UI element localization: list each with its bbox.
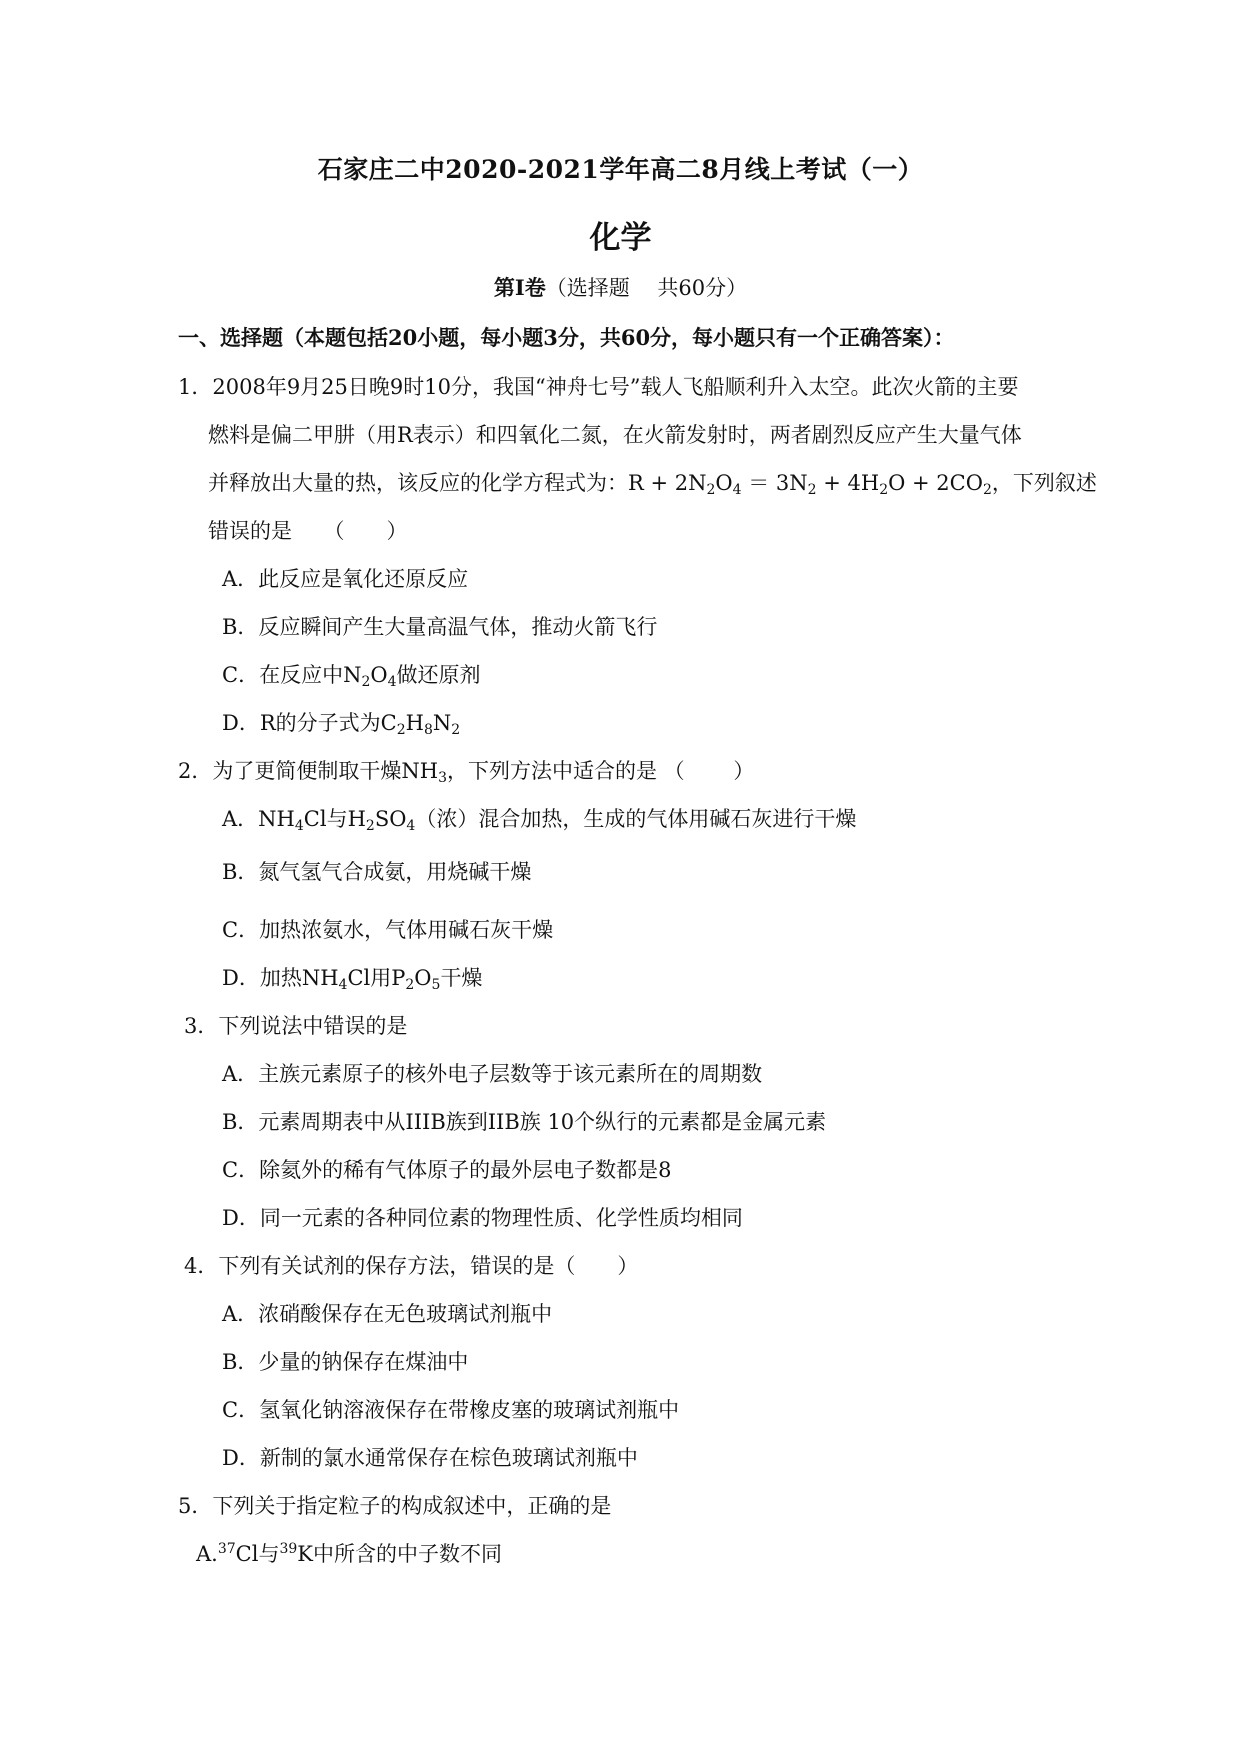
text: ，下列方法中适合的是 （ ） — [447, 759, 755, 783]
text: O + 2CO — [888, 471, 983, 495]
part-description: （选择题 共60分） — [545, 276, 748, 300]
question-2-option-d — [222, 963, 482, 993]
text: Cl与H — [303, 807, 366, 831]
question-4-option-a: A．浓硝酸保存在无色玻璃试剂瓶中 — [222, 1302, 553, 1326]
question-4-option-b: B．少量的钠保存在煤油中 — [222, 1350, 469, 1374]
exam-title: 石家庄二中2020-2021学年高二8月线上考试（一） — [317, 155, 924, 184]
text: O — [414, 966, 432, 990]
text: D．加热NH — [222, 966, 339, 990]
text: K中所含的中子数不同 — [297, 1542, 502, 1566]
question-4-option-d: D．新制的氯水通常保存在棕色玻璃试剂瓶中 — [222, 1446, 638, 1470]
subscript: 2 — [879, 482, 889, 498]
part-label: 第Ⅰ卷 — [493, 275, 546, 300]
subscript: 2 — [361, 674, 371, 690]
question-1-line-4: 错误的是 （ ） — [208, 519, 408, 543]
question-3-option-c: C．除氦外的稀有气体原子的最外层电子数都是8 — [222, 1158, 672, 1182]
subscript: 2 — [706, 482, 716, 498]
text: A. — [196, 1542, 218, 1566]
text: 为了更简便制取干燥NH — [212, 759, 439, 783]
text: 并释放出大量的热，该反应的化学方程式为：R + 2N — [208, 471, 707, 495]
text: 下列说法中错误的是 — [218, 1014, 408, 1038]
text: 干燥 — [440, 966, 483, 990]
question-2-option-a — [222, 804, 856, 834]
subscript: 4 — [294, 818, 304, 834]
question-1-option-c — [222, 660, 481, 690]
subject-title: 化学 — [589, 220, 652, 256]
text: C．在反应中N — [222, 663, 362, 687]
question-3-stem — [184, 1011, 407, 1041]
question-5-number: 5． — [178, 1494, 213, 1518]
question-1-line-2: 燃料是偏二甲肼（用R表示）和四氧化二氮，在火箭发射时，两者剧烈反应产生大量气体 — [208, 423, 1022, 447]
question-2-stem — [178, 756, 754, 786]
text: ，下列叙述 — [991, 471, 1097, 495]
subscript: 5 — [431, 977, 441, 993]
subscript: 8 — [423, 722, 433, 738]
text: + 4H — [816, 471, 880, 495]
section-heading: 一、选择题（本题包括20小题，每小题3分，共60分，每小题只有一个正确答案）： — [178, 325, 955, 350]
superscript: 39 — [279, 1541, 298, 1557]
text: D．R的分子式为C — [222, 711, 397, 735]
question-1-option-d — [222, 708, 460, 738]
subscript: 2 — [807, 482, 817, 498]
text: 下列有关试剂的保存方法，错误的是（ ） — [218, 1254, 639, 1278]
text: 做还原剂 — [396, 663, 481, 687]
subscript: 3 — [438, 770, 447, 786]
question-3-number: 3． — [184, 1014, 219, 1038]
question-1-text-1: 2008年9月25日晚9时10分，我国“神舟七号”载人飞船顺利升入太空。此次火箭的主要 — [212, 375, 1019, 399]
text: 下列关于指定粒子的构成叙述中，正确的是 — [212, 1494, 612, 1518]
question-1-line-1 — [178, 372, 1018, 402]
subscript: 4 — [387, 674, 397, 690]
part-heading — [0, 272, 1241, 302]
question-3-option-d: D．同一元素的各种同位素的物理性质、化学性质均相同 — [222, 1206, 743, 1230]
superscript: 37 — [217, 1541, 236, 1557]
text: ＝ 3N — [741, 471, 808, 495]
text: Cl与 — [235, 1542, 280, 1566]
subscript: 4 — [406, 818, 416, 834]
question-2-number: 2． — [178, 759, 213, 783]
subscript: 4 — [732, 482, 742, 498]
question-1-option-a: A．此反应是氧化还原反应 — [222, 567, 469, 591]
question-4-option-c: C．氢氧化钠溶液保存在带橡皮塞的玻璃试剂瓶中 — [222, 1398, 680, 1422]
text: O — [370, 663, 388, 687]
subscript: 2 — [982, 482, 992, 498]
text: N — [432, 711, 452, 735]
question-3-option-b: B．元素周期表中从IIIB族到IIB族 10个纵行的元素都是金属元素 — [222, 1110, 827, 1134]
question-5-stem — [178, 1491, 611, 1521]
question-4-number: 4． — [184, 1254, 219, 1278]
subscript: 4 — [338, 977, 348, 993]
question-1-number: 1． — [178, 375, 213, 399]
question-1-option-b: B．反应瞬间产生大量高温气体，推动火箭飞行 — [222, 615, 658, 639]
question-3-option-a: A．主族元素原子的核外电子层数等于该元素所在的周期数 — [222, 1062, 763, 1086]
question-4-stem — [184, 1251, 638, 1281]
text: SO — [374, 807, 407, 831]
question-2-option-b: B．氮气氢气合成氨，用烧碱干燥 — [222, 860, 532, 884]
question-5-option-a — [196, 1539, 502, 1569]
text: （浓）混合加热，生成的气体用碱石灰进行干燥 — [415, 807, 857, 831]
subscript: 2 — [396, 722, 406, 738]
question-1-line-3 — [208, 468, 1097, 498]
subscript: 2 — [451, 722, 461, 738]
question-2-option-c: C．加热浓氨水，气体用碱石灰干燥 — [222, 918, 554, 942]
text: O — [715, 471, 733, 495]
text: H — [405, 711, 424, 735]
subscript: 2 — [365, 818, 375, 834]
subscript: 2 — [405, 977, 415, 993]
text: A．NH — [222, 807, 295, 831]
text: Cl用P — [347, 966, 406, 990]
